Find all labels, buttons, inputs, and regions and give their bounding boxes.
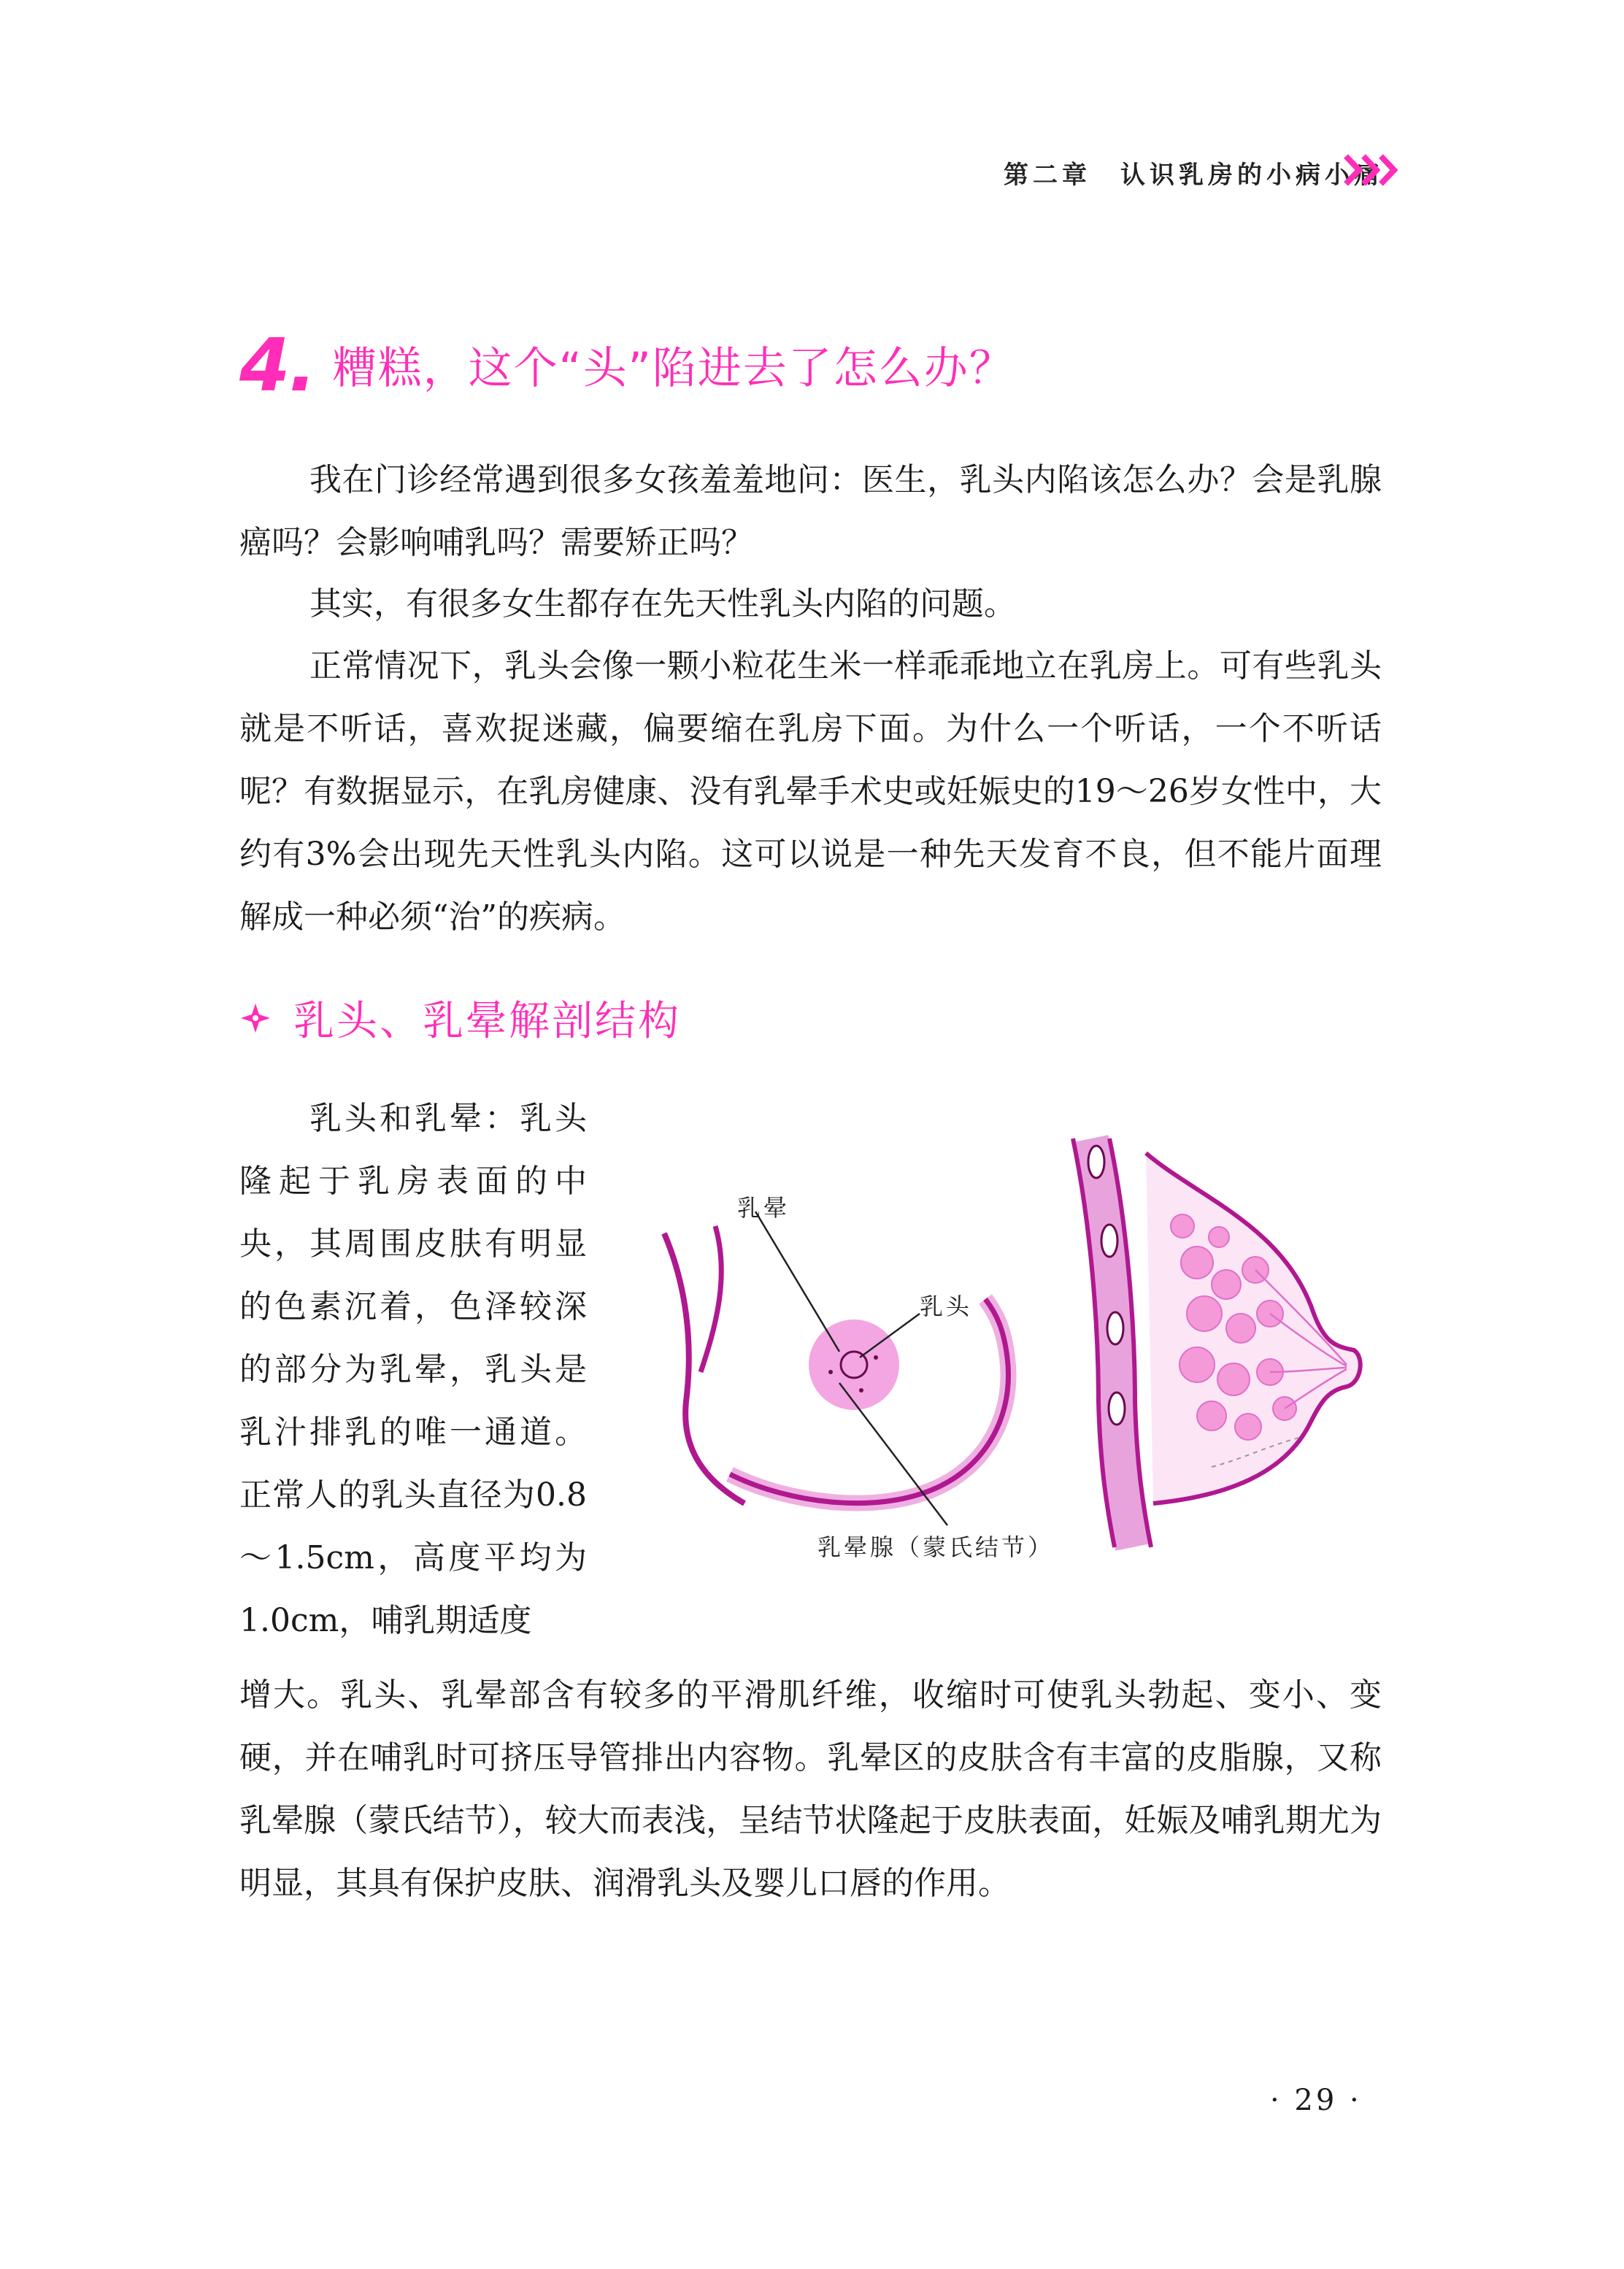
triple-chevron-right-icon: [1343, 152, 1401, 188]
areola-shape: [809, 1320, 899, 1410]
breast-anatomy-figure: [642, 1095, 1409, 1591]
section-number: 4.: [239, 322, 315, 408]
subsection-heading: [239, 989, 681, 1047]
subsection-title: 乳头、乳晕解剖结构: [293, 998, 681, 1045]
paragraph-intro: 我在门诊经常遇到很多女孩羞羞地问：医生，乳头内陷该怎么办？会是乳腺癌吗？会影响哺乳吗？需要矫正吗？: [239, 461, 1382, 561]
paragraph-congenital: 其实，有很多女生都存在先天性乳头内陷的问题。: [309, 585, 1016, 623]
paragraph-anatomy-tail: 增大。乳头、乳晕部含有较多的平滑肌纤维，收缩时可使乳头勃起、变小、变硬，并在哺乳时可挤压导管排出内容物。乳晕区的皮肤含有丰富的皮脂腺，又称乳晕腺（蒙氏结节），较大而表浅，呈结节状隆起于皮肤表面，妊娠及哺乳期尤为明显，其具有保护皮肤、润滑乳头及婴儿口唇的作用。: [239, 1676, 1382, 1902]
diamond-bullet-icon: [239, 1002, 272, 1034]
section-title: [239, 321, 1015, 409]
label-montgomery-glands: 乳晕腺（蒙氏结节）: [817, 1533, 1055, 1561]
label-nipple: 乳头: [920, 1293, 973, 1320]
label-areola: 乳晕: [737, 1194, 790, 1222]
running-head: 第二章 认识乳房的小病小痛: [1004, 161, 1383, 190]
section-title-text: 糟糕，这个“头”陷进去了怎么办？: [332, 343, 1015, 394]
anatomy-illustration: [642, 1095, 1409, 1591]
paragraph-anatomy-side: 乳头和乳晕：乳头隆起于乳房表面的中央，其周围皮肤有明显的色素沉着，色泽较深的部分为乳晕，乳头是乳汁排乳的唯一通道。正常人的乳头直径为0.8～1.5cm，高度平均为1.0cm，哺乳期适度: [239, 1100, 587, 1639]
page-number: · 29 ·: [1270, 2084, 1362, 2117]
paragraph-normal: 正常情况下，乳头会像一颗小粒花生米一样乖乖地立在乳房上。可有些乳头就是不听话，喜欢捉迷藏，偏要缩在乳房下面。为什么一个听话，一个不听话呢？有数据显示，在乳房健康、没有乳晕手术史或妊娠史的19～26岁女性中，大约有3%会出现先天性乳头内陷。这可以说是一种先天发育不良，但不能片面理解成一种必须“治”的疾病。: [239, 647, 1382, 936]
